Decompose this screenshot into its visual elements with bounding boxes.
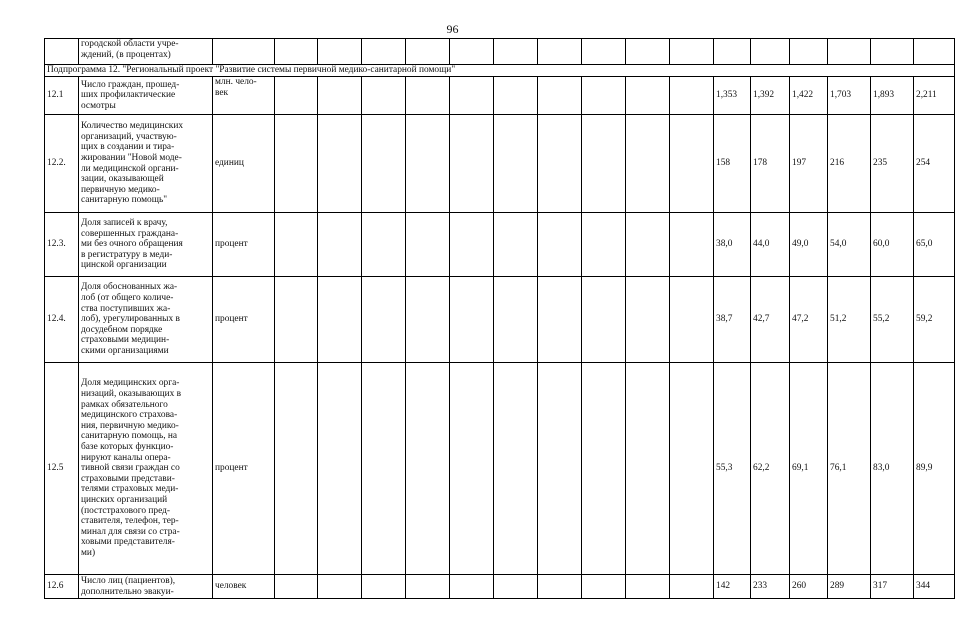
value-cell: 83,0: [871, 363, 914, 575]
empty-cell: [275, 575, 318, 599]
empty-cell: [318, 575, 362, 599]
unit-cell: млн. чело- век: [213, 77, 275, 115]
value-cell: 197: [790, 115, 828, 213]
value-cell: 216: [828, 115, 871, 213]
empty-cell: [626, 213, 670, 277]
value-cell: 69,1: [790, 363, 828, 575]
table-row: [45, 115, 955, 213]
value-cell: 65,0: [914, 213, 955, 277]
empty-cell: [406, 77, 450, 115]
empty-cell: [406, 213, 450, 277]
row-number-cell: 12.6: [45, 575, 79, 599]
value-cell: 233: [751, 575, 790, 599]
row-number-cell: 12.2.: [45, 115, 79, 213]
empty-cell: [670, 277, 714, 363]
empty-cell: [538, 277, 582, 363]
unit-cell: процент: [213, 363, 275, 575]
subprogram-title: Подпрограмма 12. "Региональный проект "Развитие системы первичной медико-санитарной помощи": [45, 65, 955, 77]
subprogram-row: [45, 65, 955, 77]
value-cell: 344: [914, 575, 955, 599]
table-row: [45, 39, 955, 65]
value-cell: 62,2: [751, 363, 790, 575]
empty-cell: [362, 115, 406, 213]
indicator-name-cell: Число граждан, прошед- ших профилактические осмотры: [79, 77, 213, 115]
empty-cell: [670, 77, 714, 115]
empty-cell: [318, 115, 362, 213]
value-cell: 235: [871, 115, 914, 213]
value-cell: 178: [751, 115, 790, 213]
row-number-cell: 12.5: [45, 363, 79, 575]
value-cell: 59,2: [914, 277, 955, 363]
empty-cell: [275, 213, 318, 277]
empty-cell: [450, 213, 494, 277]
indicator-name-cell: Число лиц (пациентов), дополнительно эвакуи-: [79, 575, 213, 599]
unit-cell: единиц: [213, 115, 275, 213]
empty-cell: [362, 213, 406, 277]
indicator-name-cell: городской области учре- ждений, (в процентах): [79, 39, 213, 65]
empty-cell: [406, 575, 450, 599]
value-cell: 55,3: [714, 363, 751, 575]
value-cell: 38,7: [714, 277, 751, 363]
value-cell: 89,9: [914, 363, 955, 575]
row-number-cell: [45, 39, 79, 65]
indicator-name-cell: Доля записей к врачу, совершенных граждана- ми без очного обращения в регистратуру в меди- цинской организации: [79, 213, 213, 277]
empty-cell: [275, 115, 318, 213]
value-cell: 38,0: [714, 213, 751, 277]
indicator-name-cell: Доля медицинских орга- низаций, оказывающих в рамках обязательного медицинского страхова- ния, первичную медико- санитарную помощь, на базе которых функцио- нируют каналы опера- тивной связи граждан со страховыми представи- телями страховых меди- цинских организаций (постстрахового пред- ставителя, телефон, тер- минал для связи со стра- ховыми представителя- ми): [79, 363, 213, 575]
empty-cell: [582, 115, 626, 213]
empty-cell: [362, 77, 406, 115]
value-cell: 49,0: [790, 213, 828, 277]
empty-cell: [538, 77, 582, 115]
empty-cell: [626, 363, 670, 575]
value-cell: 158: [714, 115, 751, 213]
row-number-cell: 12.3.: [45, 213, 79, 277]
unit-cell: человек: [213, 575, 275, 599]
value-cell: 260: [790, 575, 828, 599]
empty-cell: [494, 575, 538, 599]
empty-cell: [318, 77, 362, 115]
value-cell: 142: [714, 575, 751, 599]
empty-cell: [362, 363, 406, 575]
empty-cell: [538, 115, 582, 213]
value-cell: 51,2: [828, 277, 871, 363]
indicator-name-cell: Количество медицинских организаций, участвую- щих в создании и тира- жировании "Новой моде- ли медицинской органи- зации, оказывающей первичную медико- санитарную помощь": [79, 115, 213, 213]
value-cell: 60,0: [871, 213, 914, 277]
empty-cell: [626, 575, 670, 599]
row-number-cell: 12.4.: [45, 277, 79, 363]
value-cell: 2,211: [914, 77, 955, 115]
empty-cell: [494, 277, 538, 363]
value-cell: 1,392: [751, 77, 790, 115]
value-cell: 1,353: [714, 77, 751, 115]
empty-cell: [494, 77, 538, 115]
empty-cell: [450, 115, 494, 213]
empty-cell: [275, 277, 318, 363]
value-cell: 42,7: [751, 277, 790, 363]
empty-cell: [582, 213, 626, 277]
value-cell: 289: [828, 575, 871, 599]
value-cell: 317: [871, 575, 914, 599]
empty-cell: [538, 363, 582, 575]
page-number: 96: [446, 22, 459, 36]
table-row: [45, 575, 955, 599]
table-row: [45, 77, 955, 115]
empty-cell: [538, 575, 582, 599]
empty-cell: [494, 363, 538, 575]
unit-cell: процент: [213, 213, 275, 277]
empty-cell: [670, 575, 714, 599]
empty-cell: [582, 277, 626, 363]
table-row: [45, 277, 955, 363]
value-cell: 1,422: [790, 77, 828, 115]
empty-cell: [362, 575, 406, 599]
value-cell: 54,0: [828, 213, 871, 277]
empty-cell: [318, 277, 362, 363]
empty-cell: [406, 363, 450, 575]
empty-cell: [582, 363, 626, 575]
empty-cell: [670, 363, 714, 575]
value-cell: 254: [914, 115, 955, 213]
value-cell: 44,0: [751, 213, 790, 277]
empty-cell: [538, 213, 582, 277]
value-cell: 1,703: [828, 77, 871, 115]
empty-cell: [494, 213, 538, 277]
unit-cell: процент: [213, 277, 275, 363]
indicator-name-cell: Доля обоснованных жа- лоб (от общего количе- ства поступивших жа- лоб), урегулированных в досудебном порядке страховыми медицин- скими организациями: [79, 277, 213, 363]
row-number-cell: 12.1: [45, 77, 79, 115]
empty-cell: [626, 115, 670, 213]
empty-cell: [275, 77, 318, 115]
value-cell: 1,893: [871, 77, 914, 115]
value-cell: 55,2: [871, 277, 914, 363]
table-row: [45, 363, 955, 575]
empty-cell: [450, 77, 494, 115]
empty-cell: [494, 115, 538, 213]
empty-cell: [670, 115, 714, 213]
value-cell: 47,2: [790, 277, 828, 363]
empty-cell: [626, 77, 670, 115]
value-cell: 76,1: [828, 363, 871, 575]
empty-cell: [406, 277, 450, 363]
empty-cell: [626, 277, 670, 363]
indicators-table: [44, 38, 955, 599]
empty-cell: [450, 363, 494, 575]
empty-cell: [318, 213, 362, 277]
table-row: [45, 213, 955, 277]
empty-cell: [582, 575, 626, 599]
empty-cell: [670, 213, 714, 277]
empty-cell: [318, 363, 362, 575]
empty-cell: [450, 277, 494, 363]
empty-cell: [582, 77, 626, 115]
empty-cell: [450, 575, 494, 599]
empty-cell: [275, 363, 318, 575]
empty-cell: [406, 115, 450, 213]
empty-cell: [362, 277, 406, 363]
